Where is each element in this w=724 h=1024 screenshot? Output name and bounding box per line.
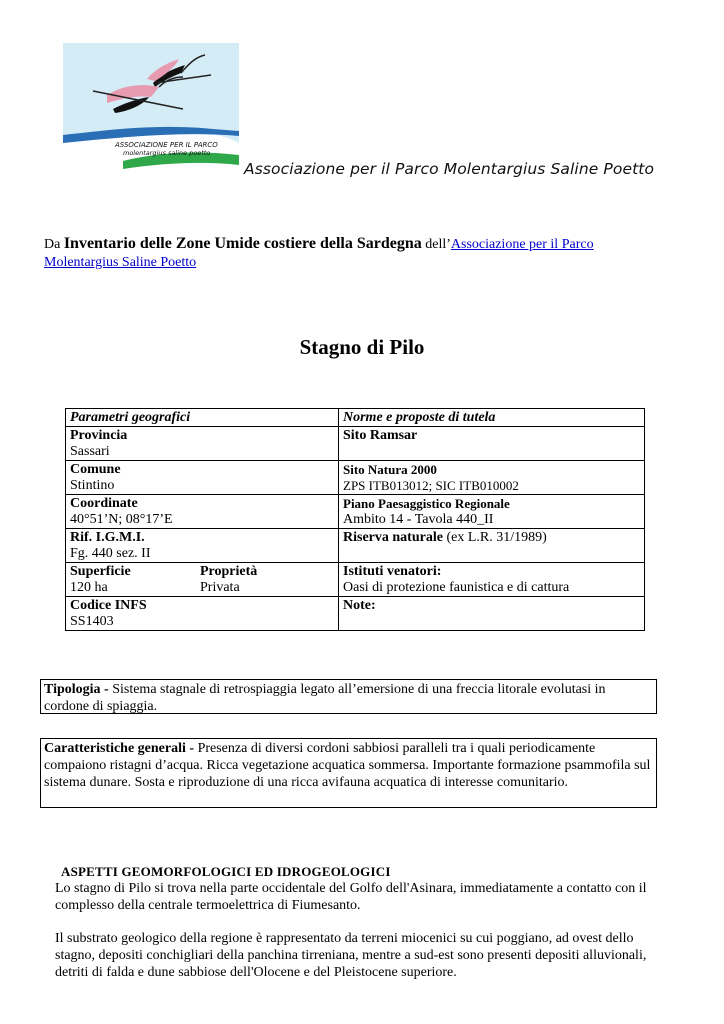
source-middle: dell’ (425, 237, 451, 252)
superficie-value: 120 ha (70, 580, 108, 595)
tipologia-text: Sistema stagnale di retrospiaggia legato all’emersione di una freccia litorale evolutasi in cordone di spiaggia. (44, 682, 606, 714)
tipologia-label: Tipologia - (44, 682, 109, 697)
flamingo-logo-graphic (63, 43, 239, 177)
table-row (66, 461, 645, 495)
source-line (44, 235, 664, 272)
natura-label: Sito Natura 2000 (343, 462, 437, 477)
piano-label: Piano Paesaggistico Regionale (343, 496, 510, 511)
section-heading: ASPETTI GEOMORFOLOGICI ED IDROGEOLOGICI (61, 864, 391, 879)
proprieta-value: Privata (200, 580, 240, 595)
page-title: Stagno di Pilo (299, 335, 425, 359)
provincia-label: Provincia (70, 428, 128, 443)
coordinate-value: 40°51’N; 08°17’E (70, 512, 173, 527)
paragraph: Il substrato geologico della regione è rappresentato da terreni miocenici su cui poggiano, ad ovest dello stagno, depositi conchigliari della panchina tirreniana, mentre a sud-est sono presenti depositi alluvionali, detriti di falda e dune sabbiose dell'Olocene e del Pleistocene superiore. (55, 931, 647, 980)
comune-value: Stintino (70, 478, 115, 493)
proprieta-label: Proprietà (200, 564, 258, 579)
table-row (66, 427, 645, 461)
association-logo (63, 43, 239, 177)
note-label: Note: (343, 598, 376, 613)
parameters-table (65, 408, 645, 631)
igmi-label: Rif. I.G.M.I. (70, 530, 145, 545)
table-row (66, 495, 645, 529)
book-title: Inventario delle Zone Umide costiere della Sardegna (63, 235, 422, 252)
logo-caption-line1: ASSOCIAZIONE PER IL PARCO (115, 141, 218, 149)
table-header-row (66, 409, 645, 427)
source-prefix: Da (44, 237, 61, 252)
caratteristiche-box (40, 738, 657, 808)
table-row (66, 529, 645, 563)
logo-caption-line2: molentargius saline poetto (123, 149, 211, 157)
table-row (66, 597, 645, 631)
ramsar-label: Sito Ramsar (343, 428, 418, 443)
organization-name: Associazione per il Parco Molentargius Saline Poetto (244, 160, 655, 178)
caratteristiche-text: Presenza di diversi cordoni sabbiosi paralleli tra i quali periodicamente compaiono ristagni d’acqua. Ricca vegetazione acquatica sommersa. Importante formazione psammofila sul sistema dunare. Sosta e riproduzione di una ricca avifauna acquatica di interesse comunitario. (44, 741, 651, 790)
piano-value: Ambito 14 - Tavola 440_II (343, 512, 494, 527)
riserva-value: (ex L.R. 31/1989) (446, 530, 547, 545)
natura-value: ZPS ITB013012; SIC ITB010002 (343, 478, 519, 493)
association-link[interactable]: Associazione per il Parco Molentargius Saline Poetto (44, 237, 594, 270)
provincia-value: Sassari (70, 444, 110, 459)
coordinate-label: Coordinate (70, 496, 138, 511)
igmi-value: Fg. 440 sez. II (70, 546, 151, 561)
header-geographic: Parametri geografici (66, 409, 339, 427)
paragraph: Lo stagno di Pilo si trova nella parte occidentale del Golfo dell'Asinara, immediatamente a contatto con il complesso della centrale termoelettrica di Fiumesanto. (55, 881, 647, 913)
header-protection: Norme e proposte di tutela (339, 409, 645, 427)
superficie-label: Superficie (70, 564, 131, 579)
riserva-label: Riserva naturale (343, 530, 443, 545)
tipologia-box (40, 679, 657, 714)
infs-value: SS1403 (70, 614, 114, 629)
comune-label: Comune (70, 462, 121, 477)
istituti-label: Istituti venatori: (343, 564, 442, 579)
infs-label: Codice INFS (70, 598, 147, 613)
caratteristiche-label: Caratteristiche generali - (44, 741, 195, 756)
istituti-value: Oasi di protezione faunistica e di cattura (343, 580, 570, 595)
table-row (66, 563, 645, 597)
